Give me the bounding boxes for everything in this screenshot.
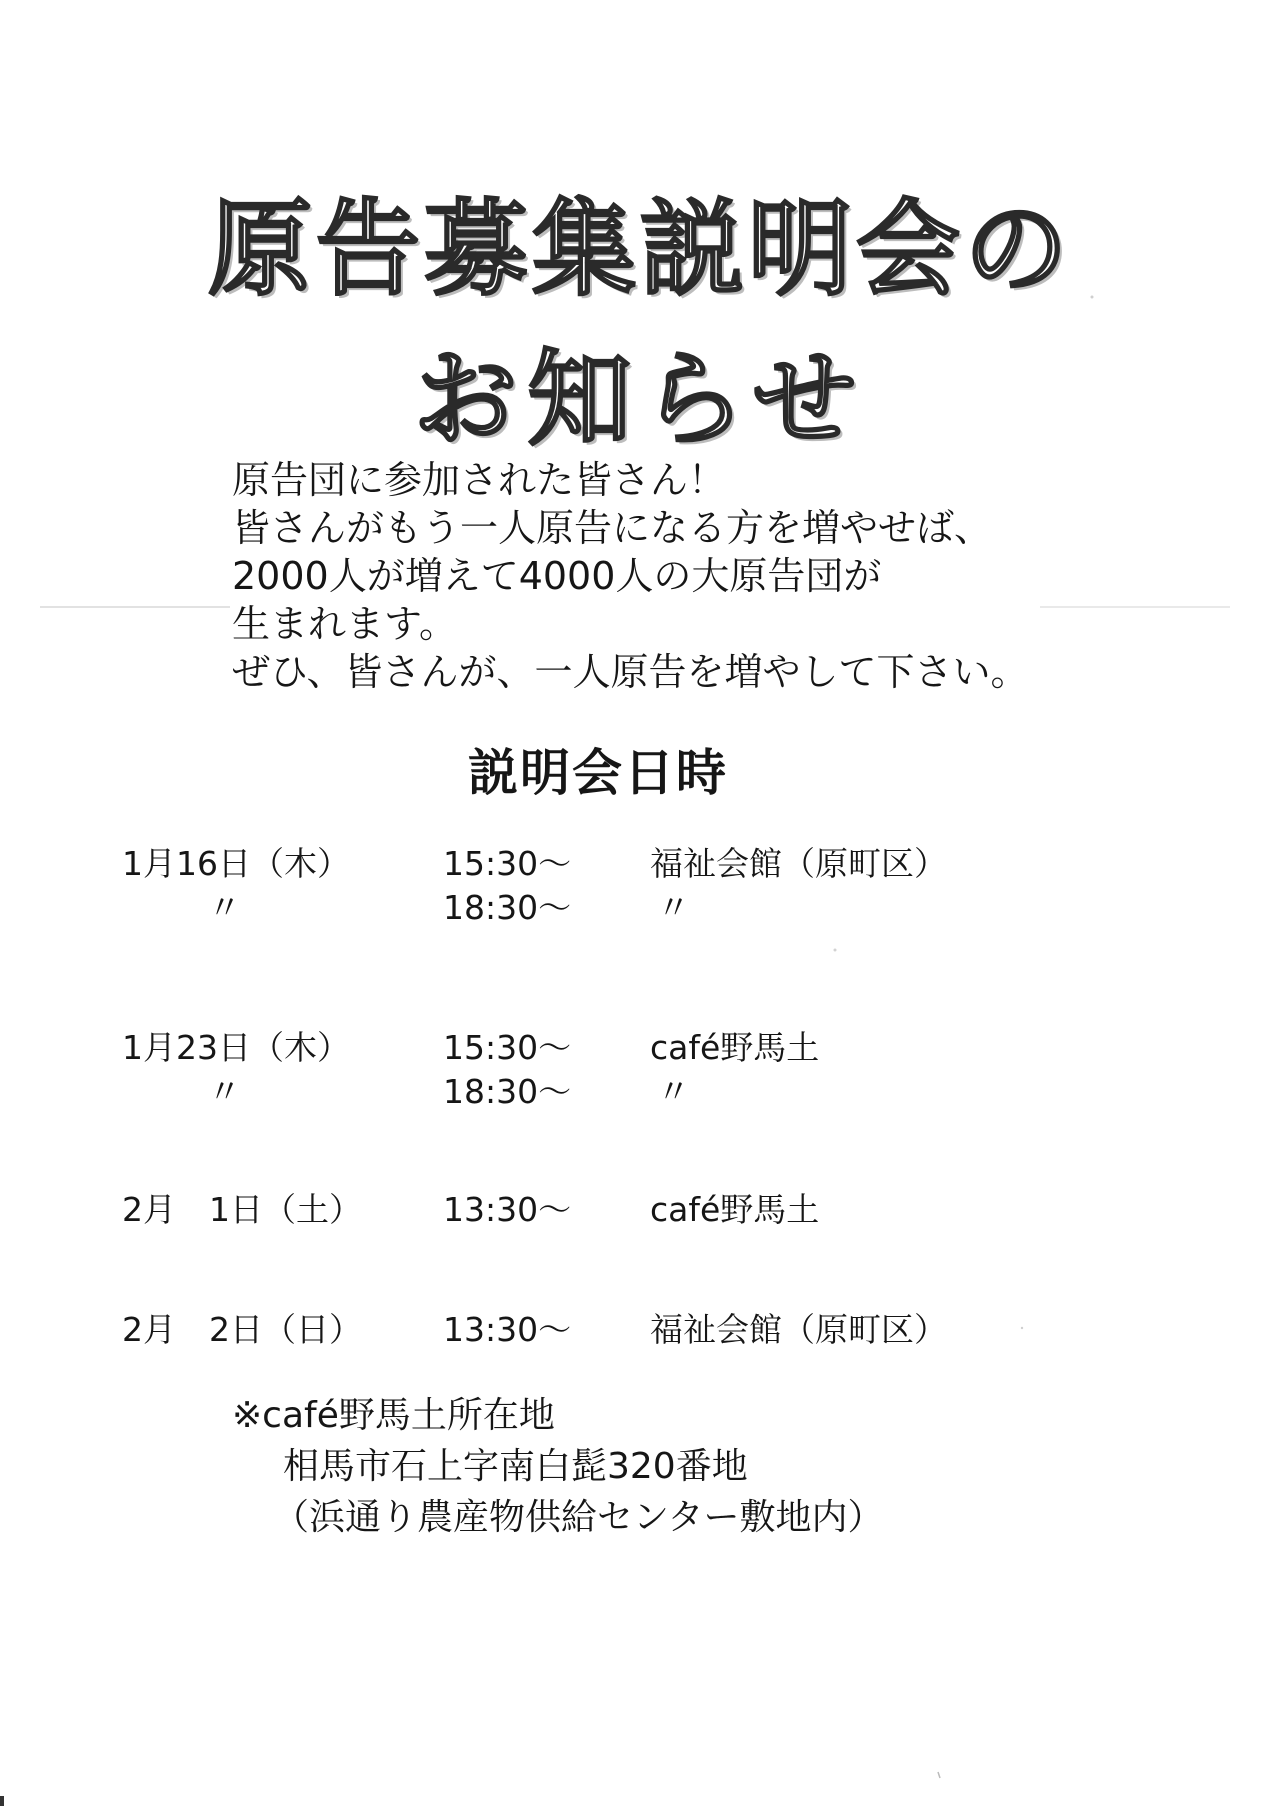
schedule-date: 2月 1日（土） — [122, 1190, 362, 1229]
intro-line: ぜひ、皆さんが、一人原告を増やして下さい。 — [232, 650, 1029, 694]
schedule-time: 15:30～ — [443, 844, 572, 883]
location-address: 相馬市石上字南白髭320番地 — [283, 1446, 748, 1487]
schedule-place: 福祉会館（原町区） — [650, 844, 947, 883]
page-subtitle: お知らせ — [413, 338, 867, 460]
schedule-date: 〃 — [208, 888, 241, 927]
intro-line: 原告団に参加された皆さん！ — [232, 458, 727, 502]
schedule-time: 18:30～ — [443, 888, 572, 927]
intro-line: 2000人が増えて4000人の大原告団が — [232, 554, 882, 598]
schedule-time: 18:30～ — [443, 1072, 572, 1111]
schedule-place: café野馬土 — [650, 1190, 820, 1229]
schedule-time: 13:30～ — [443, 1310, 572, 1349]
location-note-label: ※café野馬土所在地 — [232, 1395, 555, 1436]
schedule-date: 1月16日（木） — [122, 844, 350, 883]
schedule-time: 15:30～ — [443, 1028, 572, 1067]
page-title: 原告募集説明会の — [207, 188, 1072, 310]
schedule-time: 13:30～ — [443, 1190, 572, 1229]
intro-line: 皆さんがもう一人原告になる方を増やせば、 — [232, 506, 993, 550]
schedule-place: 福祉会館（原町区） — [650, 1310, 947, 1349]
schedule-date: 〃 — [208, 1072, 241, 1111]
schedule-date: 2月 2日（日） — [122, 1310, 362, 1349]
schedule-place: 〃 — [657, 1072, 690, 1111]
schedule-place: 〃 — [657, 888, 690, 927]
schedule-heading: 説明会日時 — [468, 744, 728, 802]
schedule-place: café野馬土 — [650, 1028, 820, 1067]
location-detail: （浜通り農産物供給センター敷地内） — [273, 1497, 884, 1538]
schedule-date: 1月23日（木） — [122, 1028, 350, 1067]
intro-line: 生まれます。 — [232, 602, 457, 646]
